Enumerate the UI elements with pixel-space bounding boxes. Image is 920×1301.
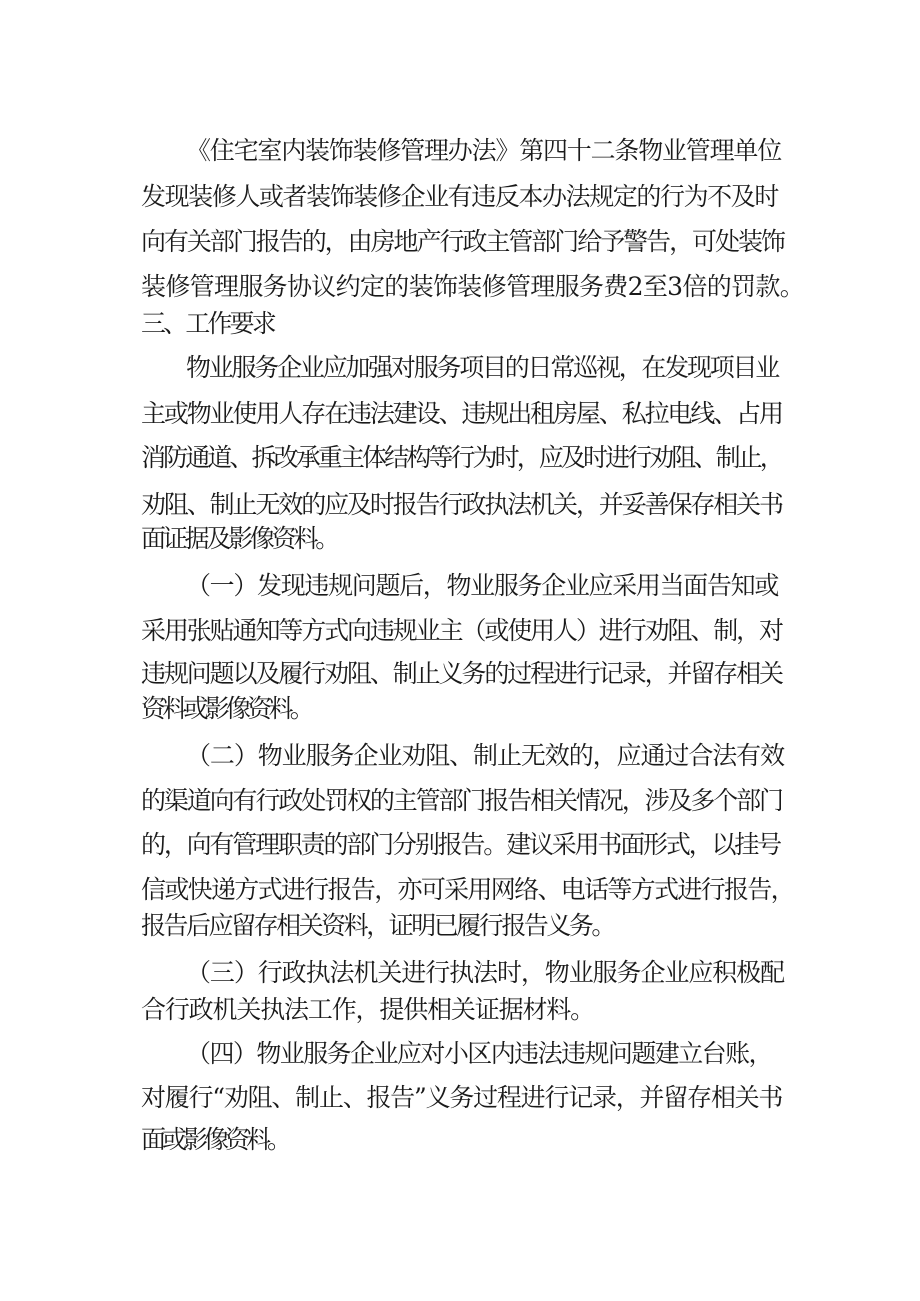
- text-line: 劝阻、制止无效的应及时报告行政执法机关，并妥善保存相关书: [141, 490, 782, 519]
- text-line: 装修管理服务协议约定的装饰装修管理服务费2至3倍的罚款。: [141, 272, 805, 301]
- text-line: 向有关部门报告的，由房地产行政主管部门给予警告，可处装饰: [141, 227, 784, 256]
- text-line: （三）行政执法机关进行执法时，物业服务企业应积极配: [186, 958, 785, 987]
- text-line: 主或物业使用人存在违法建设、违规出租房屋、私拉电线、占用: [141, 399, 782, 428]
- text-line: 发现装修人或者装饰装修企业有违反本办法规定的行为不及时: [141, 182, 778, 211]
- text-line: （四）物业服务企业应对小区内违法违规问题建立台账，: [186, 1039, 773, 1068]
- text-line: 《住宅室内装饰装修管理办法》第四十二条物业管理单位: [186, 136, 782, 165]
- text-line: 的渠道向有行政处罚权的主管部门报告相关情况，涉及多个部门: [141, 786, 782, 815]
- text-line: （二）物业服务企业劝阻、制止无效的，应通过合法有效: [186, 741, 785, 770]
- section-heading: 三、工作要求: [141, 309, 274, 338]
- text-line: 报告后应留存相关资料，证明已履行报告义务。: [141, 911, 614, 940]
- text-line: 消防通道、拆改承重主体结构等行为时，应及时进行劝阻、制止，: [141, 443, 782, 472]
- text-line: 面证据及影像资料。: [141, 524, 338, 553]
- text-line: 采用张贴通知等方式向违规业主（或使用人）进行劝阻、制，对: [141, 616, 782, 645]
- text-line: 违规问题以及履行劝阻、制止义务的过程进行记录，并留存相关: [141, 659, 782, 688]
- text-line: 信或快递方式进行报告，亦可采用网络、电话等方式进行报告，: [141, 875, 794, 904]
- text-line: 物业服务企业应加强对服务项目的日常巡视，在发现项目业: [186, 353, 779, 382]
- text-line: 面或影像资料。: [141, 1125, 289, 1154]
- text-line: 的，向有管理职责的部门分别报告。建议采用书面形式，以挂号: [141, 830, 780, 859]
- text-line: （一）发现违规问题后，物业服务企业应采用当面告知或: [186, 571, 779, 600]
- text-line: 对履行“劝阻、制止、报告”义务过程进行记录，并留存相关书: [141, 1083, 783, 1112]
- text-line: 资料或影像资料。: [141, 694, 312, 723]
- text-line: 合行政机关执法工作，提供相关证据材料。: [141, 995, 594, 1024]
